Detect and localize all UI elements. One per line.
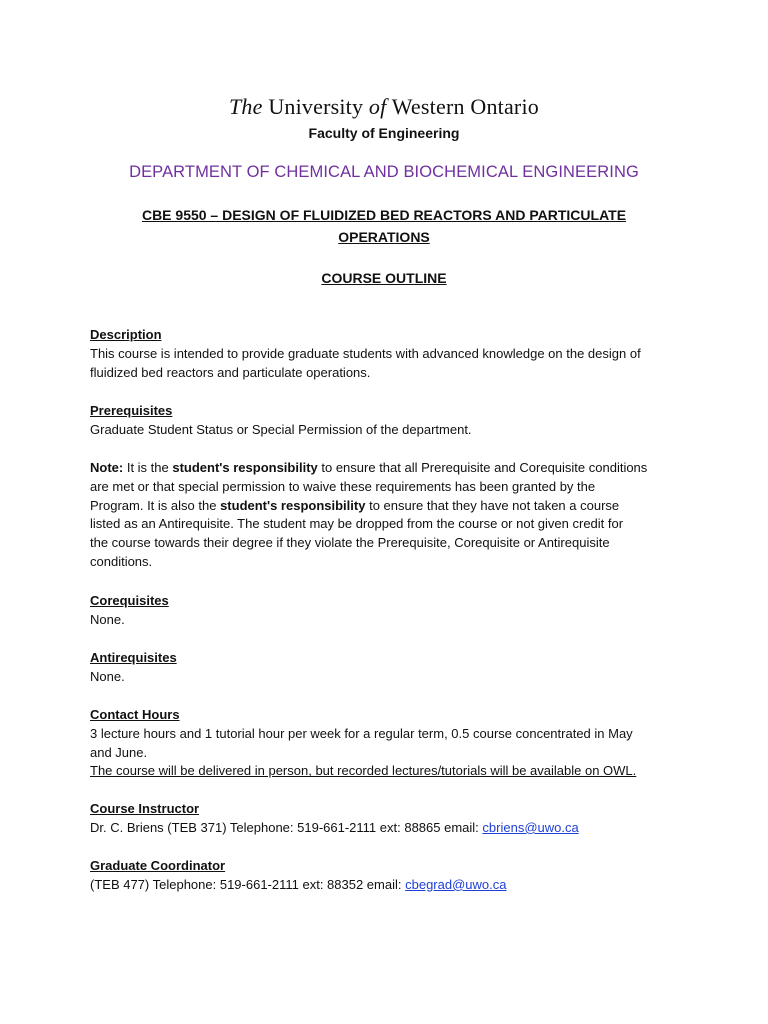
prerequisites-heading: Prerequisites <box>90 403 173 418</box>
note-l1-a: It is the <box>123 460 173 475</box>
instructor-heading: Course Instructor <box>90 801 200 816</box>
contact-hours-line1: 3 lecture hours and 1 tutorial hour per week for a regular term, 0.5 course concentrated in May <box>90 725 633 741</box>
note-line6: conditions. <box>90 553 153 569</box>
university-of: of <box>368 94 387 119</box>
corequisites-text: None. <box>90 611 125 627</box>
antirequisites-section <box>90 649 690 687</box>
note-line3 <box>90 497 690 516</box>
instructor-email-link[interactable]: cbriens@uwo.ca <box>482 819 579 835</box>
corequisites-section <box>90 592 690 630</box>
note-section <box>90 459 690 572</box>
university-the: The <box>229 94 263 119</box>
corequisites-heading: Corequisites <box>90 593 169 608</box>
antirequisites-text: None. <box>90 668 125 684</box>
course-title-line2: OPERATIONS <box>338 229 430 245</box>
note-line1 <box>90 459 690 478</box>
note-l1-c: to ensure that all Prerequisite and Corequisite conditions <box>317 460 648 475</box>
instructor-section <box>90 800 690 838</box>
contact-hours-heading: Contact Hours <box>90 707 180 722</box>
note-l3-c: to ensure that they have not taken a course <box>365 497 620 513</box>
contact-hours-section <box>90 706 690 781</box>
description-section <box>90 326 690 382</box>
coordinator-heading: Graduate Coordinator <box>90 858 226 873</box>
note-l3-a: Program. It is also the <box>90 497 221 513</box>
note-l3-emphasis: student's responsibility <box>220 497 366 513</box>
coordinator-section <box>90 857 690 895</box>
note-line2: are met or that special permission to waive these requirements has been granted by the <box>90 478 596 494</box>
note-l1-emphasis: student's responsibility <box>172 460 318 475</box>
antirequisites-heading: Antirequisites <box>90 650 177 665</box>
coordinator-line <box>90 876 690 895</box>
prerequisites-text: Graduate Student Status or Special Permission of the department. <box>90 421 472 437</box>
prerequisites-section <box>90 402 690 440</box>
description-heading: Description <box>90 327 162 342</box>
course-outline-heading: COURSE OUTLINE <box>321 270 447 286</box>
instructor-text: Dr. C. Briens (TEB 371) Telephone: 519-661-2111 ext: 88865 email: <box>90 819 483 835</box>
note-line5: the course towards their degree if they violate the Prerequisite, Corequisite or Antirequisite <box>90 535 610 551</box>
course-title <box>100 204 668 248</box>
university-name <box>0 94 768 120</box>
note-line4: listed as an Antirequisite. The student may be dropped from the course or not given credit for <box>90 516 624 532</box>
description-line1: This course is intended to provide graduate students with advanced knowledge on the design of <box>90 345 641 361</box>
university-rest: Western Ontario <box>391 94 539 119</box>
faculty-name: Faculty of Engineering <box>308 125 460 141</box>
course-title-line1: CBE 9550 – DESIGN OF FLUIDIZED BED REACTORS AND PARTICULATE <box>141 207 627 223</box>
coordinator-text: (TEB 477) Telephone: 519-661-2111 ext: 88352 email: <box>90 876 406 892</box>
description-line2: fluidized bed reactors and particulate operations. <box>90 364 371 380</box>
university-word: University <box>268 94 364 119</box>
department-name: DEPARTMENT OF CHEMICAL AND BIOCHEMICAL ENGINEERING <box>129 163 639 181</box>
note-label: Note: <box>90 460 124 475</box>
contact-hours-delivery-note: The course will be delivered in person, but recorded lectures/tutorials will be available on OWL. <box>90 763 637 779</box>
contact-hours-line2: and June. <box>90 744 148 760</box>
instructor-line <box>90 819 690 838</box>
coordinator-email-link[interactable]: cbegrad@uwo.ca <box>405 876 507 892</box>
